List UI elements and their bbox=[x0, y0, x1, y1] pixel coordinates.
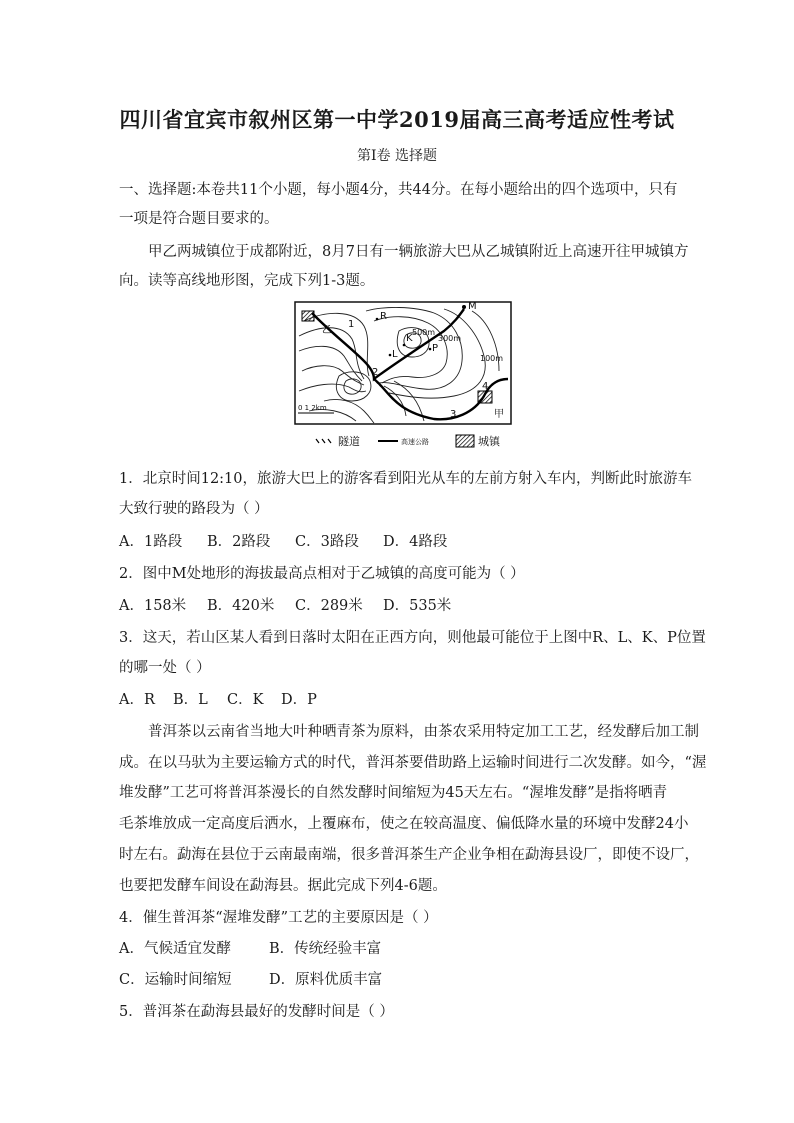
map-label-yi: 乙 bbox=[322, 325, 332, 336]
q2-option-a[interactable]: A．158米 bbox=[119, 598, 187, 614]
intro-line-1: 一、选择题:本卷共11个小题，每小题4分，共44分。在每小题给出的四个选项中，只有 bbox=[119, 182, 678, 198]
q1-line-1: 1．北京时间12:10，旅游大巴上的游客看到阳光从车的左前方射入车内，判断此时旅游车 bbox=[119, 471, 693, 487]
page-title: 四川省宜宾市叙州区第一中学2019届高三高考适应性考试 bbox=[119, 107, 675, 132]
q3-options bbox=[119, 688, 317, 709]
q3-option-c[interactable]: C．K bbox=[227, 692, 264, 708]
q1-option-b[interactable]: B．2路段 bbox=[207, 534, 271, 550]
map-label-r: R bbox=[380, 311, 387, 322]
map-label-300: 300m bbox=[438, 334, 462, 343]
q4-option-c[interactable]: C．运输时间缩短 bbox=[119, 972, 232, 988]
q1-option-a[interactable]: A．1路段 bbox=[119, 534, 183, 550]
map-label-500: 500m bbox=[412, 328, 436, 337]
map-label-100: 100m bbox=[480, 354, 504, 363]
q4-options-row-2 bbox=[119, 968, 382, 989]
passage2-line-4: 毛茶堆放成一定高度后洒水，上覆麻布，使之在较高温度、偏低降水量的环境中发酵24小 bbox=[119, 816, 689, 832]
passage1-line-2: 向。读等高线地形图，完成下列1-3题。 bbox=[119, 273, 375, 289]
q3-option-b[interactable]: B．L bbox=[173, 692, 208, 708]
passage2-line-2: 成。在以马驮为主要运输方式的时代，普洱茶要借助路上运输时间进行二次发酵。如今，“渥 bbox=[119, 755, 707, 771]
q4-line-1: 4．催生普洱茶“渥堆发酵”工艺的主要原因是（ ） bbox=[119, 910, 438, 926]
map-label-k: K bbox=[406, 333, 413, 344]
q5-line-1: 5．普洱茶在勐海县最好的发酵时间是（ ） bbox=[119, 1004, 394, 1020]
town-legend-icon bbox=[456, 435, 474, 447]
q1-option-c[interactable]: C．3路段 bbox=[295, 534, 359, 550]
map-scale: 0 1 2km bbox=[298, 404, 327, 412]
map-label-l: L bbox=[392, 349, 398, 360]
map-label-seg-2: 2 bbox=[372, 367, 379, 378]
q2-option-d[interactable]: D．535米 bbox=[383, 598, 452, 614]
q3-option-d[interactable]: D．P bbox=[281, 692, 317, 708]
passage2-line-1: 普洱茶以云南省当地大叶种晒青茶为原料，由茶农采用特定加工工艺，经发酵后加工制 bbox=[148, 724, 699, 740]
q4-option-d[interactable]: D．原料优质丰富 bbox=[269, 972, 383, 988]
q2-option-b[interactable]: B．420米 bbox=[207, 598, 275, 614]
passage2-line-3: 堆发酵”工艺可将普洱茶漫长的自然发酵时间缩短为45天左右。“渥堆发酵”是指将晒青 bbox=[119, 785, 668, 801]
map-label-m: M bbox=[468, 301, 477, 312]
passage2-line-5: 时左右。勐海在县位于云南最南端，很多普洱茶生产企业争相在勐海县设厂，即使不设厂， bbox=[119, 847, 699, 863]
q4-option-a[interactable]: A．气候适宜发酵 bbox=[119, 941, 231, 957]
q3-line-1: 3．这天，若山区某人看到日落时太阳在正西方向，则他最可能位于上图中R、L、K、P位置 bbox=[119, 630, 706, 646]
map-label-seg-3: 3 bbox=[450, 409, 457, 420]
legend-town: 城镇 bbox=[478, 435, 500, 448]
legend-tunnel: 隧道 bbox=[338, 435, 360, 448]
tunnel-legend-icon bbox=[316, 439, 331, 443]
intro-line-2: 一项是符合题目要求的。 bbox=[119, 211, 279, 227]
passage2-line-6: 也要把发酵车间设在勐海县。据此完成下列4-6题。 bbox=[119, 878, 447, 894]
q2-line-1: 2．图中M处地形的海拔最高点相对于乙城镇的高度可能为（ ） bbox=[119, 566, 525, 582]
q4-options-row-1 bbox=[119, 937, 381, 958]
contour-map bbox=[294, 301, 512, 451]
section-subtitle: 第I卷 选择题 bbox=[357, 148, 437, 164]
map-label-p: P bbox=[432, 343, 439, 354]
q2-option-c[interactable]: C．289米 bbox=[295, 598, 363, 614]
passage1-line-1: 甲乙两城镇位于成都附近，8月7日有一辆旅游大巴从乙城镇附近上高速开往甲城镇方 bbox=[148, 244, 689, 260]
q2-options bbox=[119, 594, 451, 615]
map-label-seg-1: 1 bbox=[348, 319, 355, 330]
q1-options bbox=[119, 530, 447, 551]
q3-option-a[interactable]: A．R bbox=[119, 692, 155, 708]
q1-option-d[interactable]: D．4路段 bbox=[383, 534, 448, 550]
map-label-jia: 甲 bbox=[494, 409, 504, 420]
legend-highway: 高速公路 bbox=[401, 438, 429, 446]
map-label-seg-4: 4 bbox=[482, 381, 489, 392]
q1-line-2: 大致行驶的路段为（ ） bbox=[119, 501, 269, 517]
contour-map-svg bbox=[294, 301, 512, 451]
q3-line-2: 的哪一处（ ） bbox=[119, 660, 211, 676]
q4-option-b[interactable]: B．传统经验丰富 bbox=[269, 941, 382, 957]
